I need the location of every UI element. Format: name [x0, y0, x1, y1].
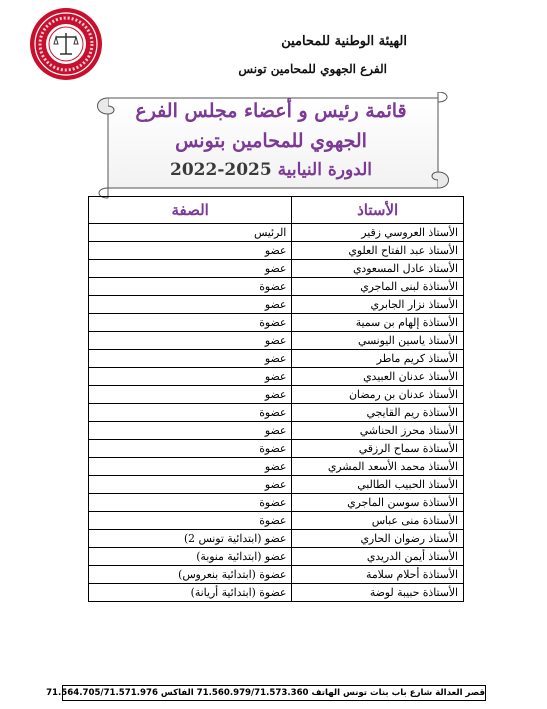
table-row — [89, 260, 464, 278]
member-name: الأستاذة منى عباس — [292, 512, 464, 530]
member-role: عضو (ابتدائية تونس 2) — [89, 530, 292, 548]
table-row — [89, 566, 464, 584]
member-name: الأستاذ محرز الحناشي — [292, 422, 464, 440]
member-role: عضو — [89, 386, 292, 404]
table-row — [89, 512, 464, 530]
member-name: الأستاذ أيمن الدريدي — [292, 548, 464, 566]
member-role: عضو — [89, 476, 292, 494]
table-header-row — [89, 197, 464, 224]
member-role: عضو — [89, 350, 292, 368]
member-role: عضو — [89, 332, 292, 350]
member-name: الأستاذ ياسين اليونسي — [292, 332, 464, 350]
member-role: عضوة — [89, 278, 292, 296]
member-role: عضوة (ابتدائية بنعروس) — [89, 566, 292, 584]
period-label: الدورة النيابية — [277, 160, 373, 180]
member-role: عضوة — [89, 404, 292, 422]
table-row — [89, 296, 464, 314]
member-name: الأستاذ الحبيب الطالبي — [292, 476, 464, 494]
member-role: عضو — [89, 422, 292, 440]
member-role: عضوة — [89, 512, 292, 530]
member-name: الأستاذ عبد الفتاح العلوي — [292, 242, 464, 260]
member-name: الأستاذ العروسي زقير — [292, 224, 464, 242]
table-row — [89, 530, 464, 548]
member-name: الأستاذ عدنان العبيدي — [292, 368, 464, 386]
member-role: عضو (ابتدائية منوبة) — [89, 548, 292, 566]
table-row — [89, 332, 464, 350]
table-row — [89, 368, 464, 386]
branch-name: الفرع الجهوي للمحامين تونس — [238, 62, 387, 76]
table-row — [89, 350, 464, 368]
member-name: الأستاذة ريم القايجي — [292, 404, 464, 422]
member-role: عضوة — [89, 494, 292, 512]
organization-name: الهيئة الوطنية للمحامين — [281, 34, 407, 49]
member-name: الأستاذ عدنان بن رمضان — [292, 386, 464, 404]
table-row — [89, 314, 464, 332]
column-header-name: الأستاذ — [292, 197, 464, 224]
member-role: عضوة — [89, 314, 292, 332]
member-role: عضوة — [89, 440, 292, 458]
member-role: عضوة (ابتدائية أريانة) — [89, 584, 292, 602]
table-row — [89, 278, 464, 296]
member-role: الرئيس — [89, 224, 292, 242]
table-row — [89, 224, 464, 242]
member-role: عضو — [89, 458, 292, 476]
banner-title-line-2: الجهوي للمحامين بتونس — [175, 130, 367, 152]
title-banner — [86, 92, 456, 204]
member-name: الأستاذة سماح الرزقي — [292, 440, 464, 458]
period-years: 2025-2022 — [169, 160, 272, 180]
member-name: الأستاذ عادل المسعودي — [292, 260, 464, 278]
member-role: عضو — [89, 242, 292, 260]
council-members-table — [88, 196, 464, 602]
member-name: الأستاذة سوسن الماجري — [292, 494, 464, 512]
table-row — [89, 422, 464, 440]
table-row — [89, 242, 464, 260]
member-name: الأستاذة حبيبة لوضة — [292, 584, 464, 602]
member-name: الأستاذ محمد الأسعد المشري — [292, 458, 464, 476]
banner-title-line-1: قائمة رئيس و أعضاء مجلس الفرع — [135, 100, 407, 122]
banner-period — [86, 160, 456, 180]
column-header-role: الصفة — [89, 197, 292, 224]
table-row — [89, 548, 464, 566]
member-name: الأستاذ نزار الجابري — [292, 296, 464, 314]
table-row — [89, 476, 464, 494]
table-row — [89, 494, 464, 512]
member-role: عضو — [89, 260, 292, 278]
table-row — [89, 440, 464, 458]
member-name: الأستاذة إلهام بن سمية — [292, 314, 464, 332]
member-name: الأستاذة لبنى الماجري — [292, 278, 464, 296]
table-row — [89, 458, 464, 476]
member-name: الأستاذ رضوان الحاري — [292, 530, 464, 548]
table-row — [89, 404, 464, 422]
table-row — [89, 386, 464, 404]
member-name: الأستاذ كريم ماطر — [292, 350, 464, 368]
bar-association-seal-icon — [28, 6, 104, 82]
member-role: عضو — [89, 296, 292, 314]
member-role: عضو — [89, 368, 292, 386]
member-name: الأستاذة أحلام سلامة — [292, 566, 464, 584]
table-row — [89, 584, 464, 602]
contact-footer: قصر العدالة شارع باب بنات تونس الهاتف 71.560.979/71.573.360 الفاكس 71.564.705/71.571.976 — [62, 685, 486, 701]
